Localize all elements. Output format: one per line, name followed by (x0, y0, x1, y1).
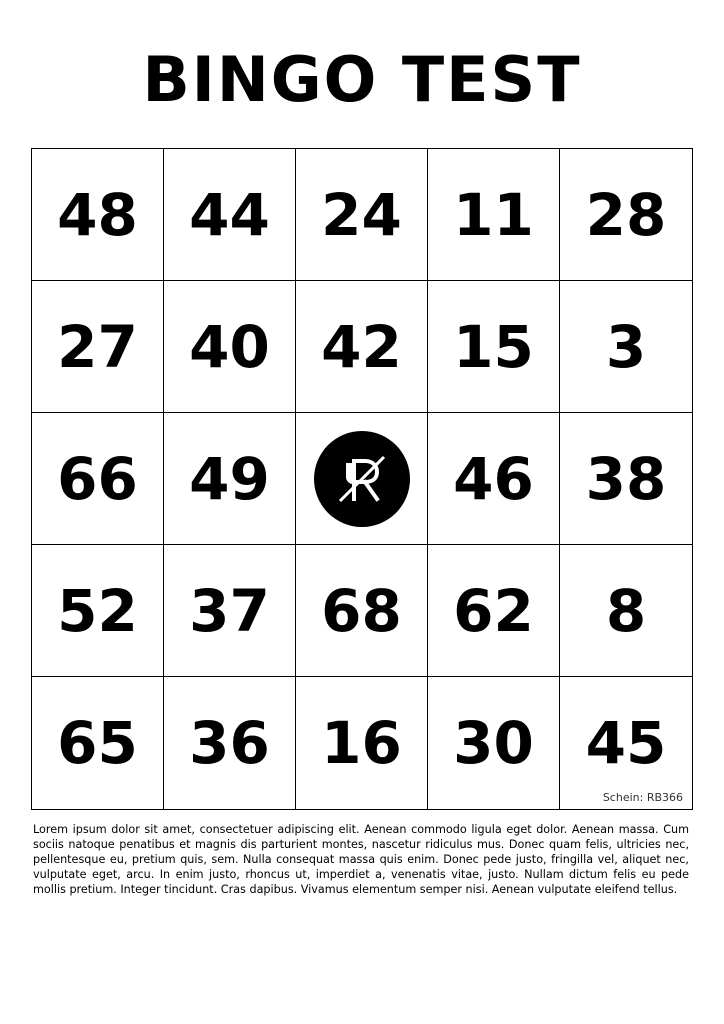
bingo-cell (296, 149, 428, 281)
bingo-cell (164, 413, 296, 545)
bingo-cell (164, 677, 296, 809)
bingo-cell (32, 413, 164, 545)
bingo-cell (164, 149, 296, 281)
bingo-cell (32, 677, 164, 809)
bingo-cell (560, 545, 692, 677)
bingo-cell (428, 281, 560, 413)
bingo-number: 65 (57, 709, 138, 777)
bingo-cell (428, 413, 560, 545)
bingo-number: 52 (57, 576, 138, 645)
bingo-number: 62 (453, 576, 534, 645)
bingo-number: 37 (189, 576, 270, 645)
bingo-number: 40 (189, 312, 270, 381)
bingo-number: 16 (321, 709, 402, 777)
bingo-number: 28 (585, 180, 667, 249)
bingo-number: 44 (189, 180, 270, 249)
bingo-cell (560, 149, 692, 281)
bingo-cell (428, 149, 560, 281)
bingo-number: 24 (321, 180, 402, 249)
crossed-r-logo-icon (314, 431, 410, 527)
crossed-r-logo-svg (332, 449, 392, 509)
bingo-number: 27 (57, 312, 138, 381)
bingo-number: 3 (605, 312, 647, 381)
bingo-number: 30 (453, 709, 534, 777)
bingo-board (31, 148, 693, 810)
bingo-cell (560, 677, 692, 809)
bingo-cell (296, 677, 428, 809)
bingo-cell (32, 149, 164, 281)
bingo-cell (32, 545, 164, 677)
bingo-number: 15 (453, 312, 534, 381)
bingo-cell (296, 281, 428, 413)
bingo-cell (296, 545, 428, 677)
bingo-number: 48 (57, 180, 138, 249)
bingo-number: 66 (57, 444, 138, 513)
body-text: Lorem ipsum dolor sit amet, consectetuer adipiscing elit. Aenean commodo ligula eget dolor. Aenean massa. Cum sociis natoque penatibus et magnis dis parturient montes, nascetur ridiculus mus. Donec quam felis, ultricies nec, pellentesque eu, pretium quis, sem. Nulla consequat massa quis enim. Donec pede justo, fringilla vel, aliquet nec, vulputate eget, arcu. In enim justo, rhoncus ut, imperdiet a, venenatis vitae, justo. Nullam dictum felis eu pede mollis pretium. Integer tincidunt. Cras dapibus. Vivamus elementum semper nisi. Aenean vulputate eleifend tellus. (33, 823, 689, 896)
ticket-id: Schein: RB366 (602, 791, 683, 804)
bingo-cell (164, 281, 296, 413)
page-title: BINGO TEST (142, 43, 582, 116)
bingo-number: 36 (189, 709, 270, 777)
bingo-number: 46 (453, 444, 534, 513)
bingo-cell (32, 281, 164, 413)
bingo-number: 68 (321, 576, 402, 645)
bingo-number: 11 (453, 180, 534, 249)
bingo-cell (428, 677, 560, 809)
bingo-number: 45 (585, 709, 667, 777)
bingo-cell (164, 545, 296, 677)
bingo-number: 8 (605, 576, 647, 645)
bingo-cell (560, 413, 692, 545)
bingo-cell (560, 281, 692, 413)
bingo-number: 42 (321, 312, 402, 381)
bingo-cell (428, 545, 560, 677)
bingo-free-cell (296, 413, 428, 545)
bingo-number: 49 (189, 444, 270, 513)
bingo-number: 38 (585, 444, 667, 513)
